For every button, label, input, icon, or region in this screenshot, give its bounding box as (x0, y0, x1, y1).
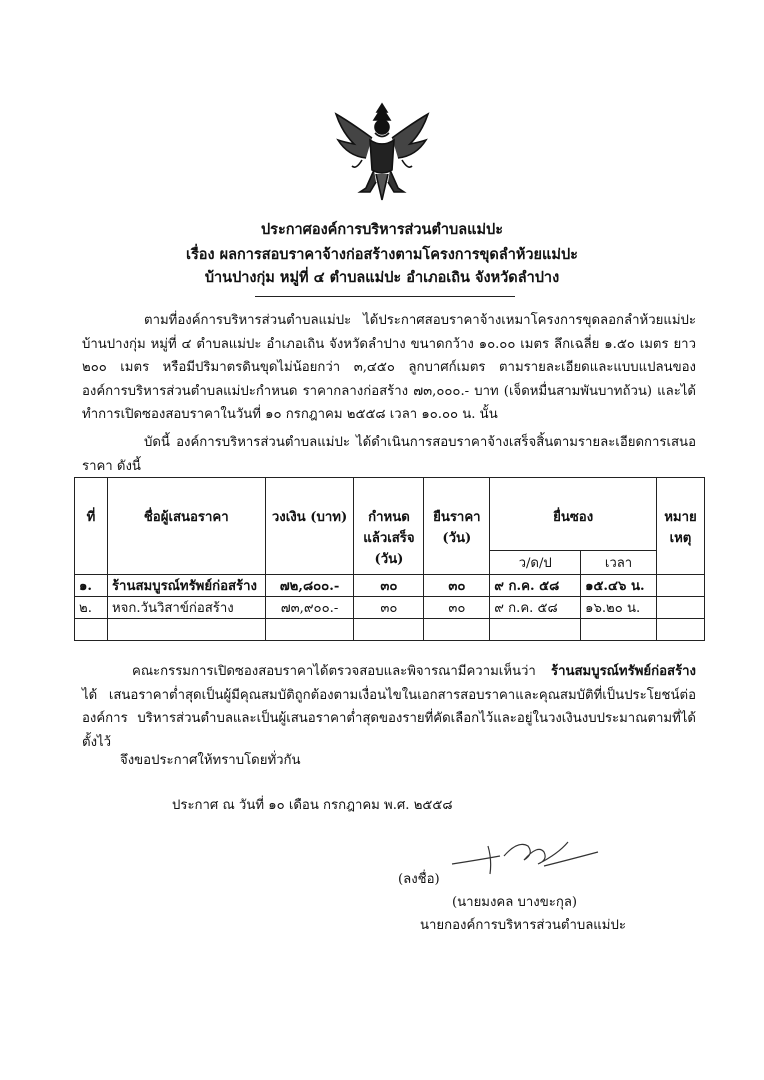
signer-name: (นายมงคล บางขะกุล) (452, 895, 578, 910)
header-date: ว/ด/ป (490, 551, 581, 575)
row-bidder: ร้านสมบูรณ์ทรัพย์ก่อสร้าง (107, 575, 265, 597)
row-time: ๑๖.๒๐ น. (581, 597, 657, 619)
row-price-valid: ๓๐ (424, 575, 490, 597)
signer-position: นายกองค์การบริหารส่วนตำบลแม่ปะ (420, 918, 626, 933)
row-remark (656, 597, 704, 619)
header-submission: ยื่นซอง (490, 478, 657, 551)
intro-paragraph: ตามที่องค์การบริหารส่วนตำบลแม่ปะ ได้ประกาศสอบราคาจ้างเหมาโครงการขุดลอกลำห้วยแม่ปะ บ้านปางกุ่ม หมู่ที่ ๔ ตำบลแม่ปะ อำเภอเถิน จังหวัดลำปาง ขนาดกว้าง ๑๐.๐๐ เมตร ลึกเฉลี่ย ๑.๕๐ เมตร ยาว ๒๐๐ เมตร หรือมีปริมาตรดินขุดไม่น้อยกว่า ๓,๔๕๐ ลูกบาศก์เมตร ตามรายละเอียดและแบบแปลนของ องค์การบริหารส่วนตำบลแม่ปะกำหนด ราคากลางก่อสร้าง ๗๓,๐๐๐.- บาท (เจ็ดหมื่นสามพันบาทถ้วน) และได้ ทำการเปิดซองสอบราคาในวันที่ ๑๐ กรกฎาคม ๒๕๕๘ เวลา ๑๐.๐๐ น. นั้น (82, 313, 696, 422)
garuda-emblem-icon (332, 100, 432, 205)
table-row (75, 597, 705, 619)
announcement-subject: เรื่อง ผลการสอบราคาจ้างก่อสร้างตามโครงการขุดลำห้วยแม่ปะ (186, 246, 578, 263)
header-bidder: ชื่อผู้เสนอราคา (107, 478, 265, 575)
table-row (75, 575, 705, 597)
notice-paragraph: จึงขอประกาศให้ทราบโดยทั่วกัน (120, 753, 301, 768)
bid-results-table (74, 477, 705, 641)
committee-paragraph: คณะกรรมการเปิดซองสอบราคาได้ตรวจสอบและพิจารณามีความเห็นว่า ร้านสมบูรณ์ทรัพย์ก่อสร้าง ได้ เสนอราคาต่ำสุดเป็นผู้มีคุณสมบัติถูกต้องตามเงื่อนไขในเอกสารสอบราคาและคุณสมบัติที่เป็นประโยชน์ต่อองค์การ บริหารส่วนตำบลและเป็นผู้เสนอราคาต่ำสุดของรายที่คัดเลือกไว้และอยู่ในวงเงินงบประมาณตามที่ได้ตั้งไว้ (82, 664, 696, 750)
header-no: ที่ (75, 478, 108, 575)
signature-label: (ลงชื่อ) (398, 872, 440, 887)
header-price-valid: ยืนราคา (วัน) (424, 478, 490, 575)
row-date: ๙ ก.ค. ๕๘ (490, 575, 581, 597)
handwritten-signature-icon (448, 830, 608, 880)
title-underline (255, 296, 515, 297)
table-header-row (75, 478, 705, 551)
row-amount: ๗๓,๙๐๐.- (265, 597, 354, 619)
row-remark (656, 575, 704, 597)
header-amount: วงเงิน (บาท) (265, 478, 354, 575)
announcement-date: ประกาศ ณ วันที่ ๑๐ เดือน กรกฎาคม พ.ศ. ๒๕๕๘ (172, 798, 453, 813)
row-time: ๑๕.๔๖ น. (581, 575, 657, 597)
row-amount: ๗๒,๘๐๐.- (265, 575, 354, 597)
header-remark: หมาย เหตุ (656, 478, 704, 575)
winning-bidder: ร้านสมบูรณ์ทรัพย์ก่อสร้าง (550, 664, 696, 679)
row-deadline: ๓๐ (354, 597, 424, 619)
header-time: เวลา (581, 551, 657, 575)
row-date: ๙ ก.ค. ๕๘ (490, 597, 581, 619)
row-price-valid: ๓๐ (424, 597, 490, 619)
result-paragraph: บัดนี้ องค์การบริหารส่วนตำบลแม่ปะ ได้ดำเนินการสอบราคาจ้างเสร็จสิ้นตามรายละเอียดการเสนอราคา ดังนี้ (82, 435, 696, 474)
row-bidder: หจก.วันวิสาข์ก่อสร้าง (107, 597, 265, 619)
table-row-empty (75, 619, 705, 641)
announcement-title: ประกาศองค์การบริหารส่วนตำบลแม่ปะ (260, 221, 504, 238)
header-deadline: กำหนด แล้วเสร็จ (วัน) (354, 478, 424, 575)
row-no: ๑. (75, 575, 108, 597)
announcement-location: บ้านปางกุ่ม หมู่ที่ ๔ ตำบลแม่ปะ อำเภอเถิน จังหวัดลำปาง (204, 269, 560, 286)
row-deadline: ๓๐ (354, 575, 424, 597)
row-no: ๒. (75, 597, 108, 619)
